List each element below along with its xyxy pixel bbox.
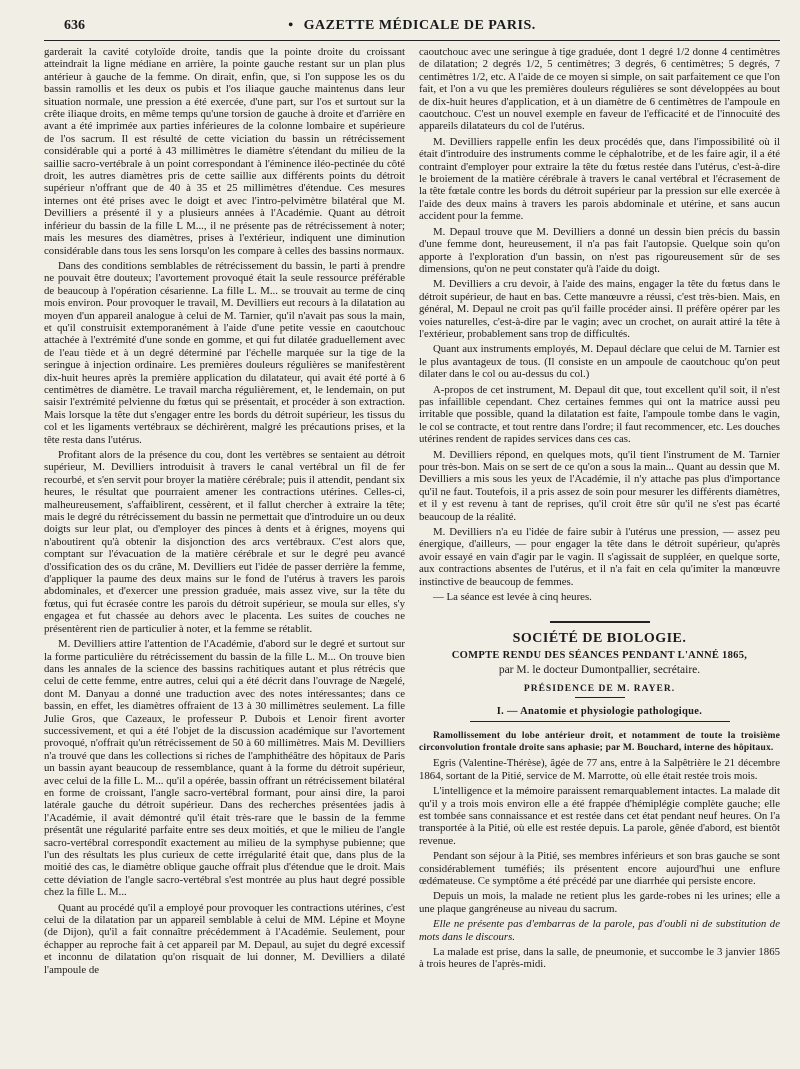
case-paragraph: Pendant son séjour à la Pitié, ses membres inférieurs et son bras gauche se sont considérablement tuméfiés; ils présentent encore aujourd'hui une enflure œdémateuse. Ce symptôme a été précédé par une diarrhée qui persiste encore.	[419, 850, 780, 887]
page-number: 636	[64, 18, 85, 33]
running-title	[44, 18, 780, 34]
presidence-line: PRÉSIDENCE DE M. RAYER.	[523, 683, 676, 694]
running-title-text: GAZETTE MÉDICALE DE PARIS.	[303, 18, 536, 33]
case-paragraph: La malade est prise, dans la salle, de pneumonie, et succombe le 3 janvier 1865 à trois heures de l'après-midi.	[419, 946, 780, 971]
text-columns	[44, 46, 780, 1061]
section-heading-rule	[470, 721, 730, 722]
right-paragraph: Quant aux instruments employés, M. Depaul déclare que celui de M. Tarnier est le plus avantageux de tous. (Il consiste en un ampoule de caoutchouc qu'on peut dilater dans le col ou au-dessus du col.)	[419, 343, 780, 381]
case-paragraph: Egris (Valentine-Thérèse), âgée de 77 ans, entre à la Salpêtrière le 21 décembre 1864, sortant de la Pitié, service de M. Marrotte, où elle était restée trois mois.	[419, 757, 780, 782]
right-column	[419, 46, 780, 1061]
left-paragraph: Dans des conditions semblables de rétrécissement du bassin, le parti à prendre ne pouvait être douteux; l'avortement provoqué était la seule ressource préférable de beaucoup à l'opération césarienne. La fille L. M... se trouvait au terme de cinq mois environ. Pour provoquer le travail, M. Devilliers eut recours à la dilatation au moyen d'un appareil analogue à celui de M. Tarnier, qu'il n'avait pas sous la main, et qu'il construisit extemporanément à l'aide d'une petite vessie en caoutchouc attachée à l'extrémité d'une sonde en gomme, et qui fut dilatée graduellement avec de l'eau tiède et à un degré déterminé par l'échelle marquée sur la tige de la seringue à injection ordinaire. Les premières douleurs régulières se manifestèrent dix-huit heures après la première application du dilatateur, qui avait été porté à 6 centimètres de diamètre. Le travail marcha régulièrement, et, le lendemain, on put saisir l'extrémité pelvienne du fœtus qui se présentait, et procéder à son extraction. Mais lorsque la tête dut s'engager entre les bords du détroit supérieur, les tissus du col et les ligaments vertébraux se déchirèrent, malgré les précautions prises, et la tête resta dans l'utérus.	[44, 259, 405, 446]
right-paragraph: M. Devilliers a cru devoir, à l'aide des mains, engager la tête du fœtus dans le détroit supérieur, de haut en bas. Cette manœuvre a réussi, c'est très-bien. Mais, en général, M. Depaul ne croit pas qu'il faille procéder ainsi. Il préfère opérer par les voies naturelles, c'est-à-dire par le vagin; avec un crochet, on aurait attiré la tête à l'extérieur, probablement sans trop de difficultés.	[419, 278, 780, 340]
right-paragraph: A-propos de cet instrument, M. Depaul dit que, tout excellent qu'il soit, il n'est pas infaillible cependant. Chez certaines femmes qui ont la matrice aussi peu irritable que possible, quand la dilatation est faite, l'ampoule tombe dans le vagin, le col se contracte, et tout rentre dans l'ordre; il faut recommencer, etc. Les douches utérines rendent de rapides services dans ces cas.	[419, 383, 780, 446]
right-paragraph: M. Devilliers répond, en quelques mots, qu'il tient l'instrument de M. Tarnier pour très-bon. Mais on se sert de ce qu'on a sous la main... Quant au dessin que M. Devilliers a mis sous les yeux de l'Académie, il n'y attache pas plus d'importance qu'il ne faut. Toutefois, il a pris assez de soin pour mesurer les différents diamètres, et il y est revenu à tant de reprises, qu'il croit être sûr qu'il ne s'est pas écarté beaucoup de la réalité.	[419, 448, 780, 523]
article-subject: Ramollissement du lobe antérieur droit, et notamment de toute la troisième circonvolution frontale droite sans aphasie; par M. Bouchard, interne des hôpitaux.	[419, 730, 780, 753]
right-paragraph: caoutchouc avec une seringue à tige graduée, dont 1 degré 1/2 donne 4 centimètres de dilatation; 2 degrés 1/2, 5 centimètres; 3 degrés, 6 centimètres; 5 degrés, 7 centimètres 1/2, etc. A l'aide de ce moyen si simple, on sait parfaitement ce que l'on fait, et l'on a vu que les premières douleurs régulières se sont développées au bout de dix-huit heures d'application, et à un diamètre de 6 centimètres de l'ampoule en caoutchouc. C'est un nouvel exemple en faveur de l'efficacité et de l'innocuité des appareils dilatateurs du col de l'utérus.	[419, 46, 780, 133]
session-closing: — La séance est levée à cinq heures.	[433, 591, 592, 604]
left-paragraph: M. Devilliers attire l'attention de l'Académie, d'abord sur le degré et surtout sur la forme particulière du rétrécissement du bassin de la fille L. M... On trouve bien dans les annales de la science des bassins rachitiques autant et plus rétrécis que celui de cette femme, entre autres, celui qui a été décrit dans l'ouvrage de Nægelé, dont M. Danyau a donné une traduction avec des notes intéressantes; dans ce bassin, en effet, les diamètres offraient de 13 à 30 millimètres seulement. La fille Julie Gros, que Cazeaux, le professeur P. Dubois et Lenoir firent avorter successivement, et qui a été l'objet de la discussion académique sur l'avortement provoqué, n'offrait qu'un rétrécissement de 50 à 60 millimètres. Mais M. Devilliers n'a trouvé que dans les collections si riches de l'amphithéâtre des hôpitaux de Paris un bassin ayant beaucoup de ressemblance, quant à la forme du détroit supérieur, avec celui de la fille L. M... qu'il a opérée, bassin offrant un rétrécissement bilatéral en forme de croissant, l'angle sacro-vertébral formant, pour ainsi dire, la paroi latérale gauche du détroit supérieur. Dans des recherches présentées jadis à l'Académie, il avait démontré qu'il était très-rare que le bassin de la femme présentât une régularité parfaite entre ses deux moitiés, et que le milieu de l'angle sacro-vertébral correspondît exactement au milieu de la symphyse pubienne; que l'un des résultats les plus curieux de cette irrégularité était que, dans plus de la moitié des cas, le diamètre oblique gauche offrait plus d'étendue que le droit. Mais cette déviation de l'angle sacro-vertébral s'est montrée au plus haut degré possible chez la fille L. M...	[44, 638, 405, 899]
case-paragraph: Elle ne présente pas d'embarras de la parole, pas d'oubli ni de substitution de mots dans le discours.	[419, 918, 780, 943]
society-secretary: par M. le docteur Dumontpallier, secrétaire.	[498, 664, 701, 677]
right-paragraph: M. Depaul trouve que M. Devilliers a donné un dessin bien précis du bassin d'une femme dont, heureusement, il n'a pas fait l'autopsie. Quelque soin qu'on apporte à l'exploration d'un bassin, on n'est pas rigoureusement sûr de ses dimensions, qu'on ne peut constater qu'à l'aide du doigt.	[419, 225, 780, 275]
right-paragraph: M. Devilliers n'a eu l'idée de faire subir à l'utérus une pression, — assez peu énergique, d'ailleurs, — pour engager la tête dans le détroit supérieur, qu'après avoir essayé en vain d'agir par le vagin. Il s'agissait de suppléer, en quelque sorte, aux contractions absentes de l'utérus, et il n'a fait en cela qu'imiter la manœuvre instinctive de beaucoup de femmes.	[419, 526, 780, 588]
section-heading: I. — Anatomie et physiologie pathologique.	[496, 706, 703, 718]
left-paragraph: garderait la cavité cotyloïde droite, tandis que la pointe droite du croissant atteindrait la ligne médiane en arrière, la pointe gauche restant sur un plan plus antérieur à gauche de la femme. On dirait, enfin, que, si l'on suppose les os du bassin ramollis et les deux os pubis et l'os iliaque gauche maintenus dans leur situation normale, une pression a été exercée, d'une part, sur l'os et surtout sur la crête iliaque droits, en même temps qu'une torsion de gauche à droite et d'arrière en avant a été imprimée aux parties inférieures de la colonne lombaire et supérieure de l'os sacrum. Il est résulté de cette viciation du bassin un rétrécissement considérable qui a porté à 43 millimètres le diamètre s'étendant du milieu de la saillie sacro-vertébrale à un point correspondant à l'éminence iléo-pectinée du côté droit, les autres diamètres pris de cette saillie aux différents points du détroit supérieur n'offrant que de 40 à 35 et 25 millimètres d'étendue. Ces mesures internes ont été prises avec le doigt et avec l'intro-pelvimètre bilatéral que M. Devilliers a présenté il y a plusieurs années à l'Académie. Quant au détroit inférieur du bassin de la fille L M..., il ne présente pas de rétrécissement à noter; mais les mesures des diamètres, prises à l'extérieur, indiquent une diminution considérable dans tous les sens lorsqu'on les compare à celles des bassins normaux.	[44, 46, 405, 257]
left-paragraph: Profitant alors de la présence du cou, dont les vertèbres se sentaient au détroit supérieur, M. Devilliers introduisit à travers le canal vertébral un fil de fer recourbé, et s'en servit pour broyer la matière cérébrale; puis il attendit, pendant six heures, le résultat que pourraient amener les contractions utérines. Celles-ci, malheureusement, s'affaiblirent, cessèrent, et il fallut chercher à extraire la tête; mais le degré du rétrécissement du bassin ne permettait que d'introduire un ou deux doigts sur leur plat, ou d'employer des pinces à dents et à érignes, moyens qui n'aboutirent qu'à obtenir la disjonction des arcs vertébraux. C'est alors que, comptant sur l'évacuation de la matière cérébrale et sur le degré peu avancé d'ossification des os du crâne, M. Devilliers eut l'idée de passer derrière la femme, d'appliquer la paume des deux mains sur le fond de l'utérus à travers les parois abdominales, et d'exercer une pression graduée, mais assez vive, sur la tête du fœtus, qui fut écrasée contre les parois du détroit supérieur, se moula sur elles, s'y engagea et fut chassée au dehors avec le placenta. Les suites de couches ne présentèrent rien de particulier à noter, et la femme se rétablit.	[44, 449, 405, 635]
short-divider	[575, 697, 625, 698]
section-divider	[550, 621, 650, 623]
society-title: SOCIÉTÉ DE BIOLOGIE.	[512, 631, 687, 647]
left-paragraph: Quant au procédé qu'il a employé pour provoquer les contractions utérines, c'est celui de la dilatation par un appareil semblable à celui de MM. Lépine et Moyne (de Dijon), qu'il a fait connaître précédemment à l'Académie. Seulement, pour échapper au reproche fait à cet appareil par M. Depaul, au sujet du degré excessif et inconnu de dilatation qu'on risquait de lui donner, M. Devilliers a dilaté l'ampoule de	[44, 901, 405, 976]
left-column	[44, 46, 405, 1061]
society-subtitle: COMPTE RENDU DES SÉANCES PENDANT L'ANNÉ 1865,	[451, 649, 748, 661]
page-header	[44, 14, 780, 41]
right-paragraph: M. Devilliers rappelle enfin les deux procédés que, dans l'impossibilité où il était d'introduire des instruments comme le céphalotribe, et de les faire agir, il a été contraint d'employer pour extraire la tête du fœtus restée dans l'utérus, c'est-à-dire le broiement de la matière cérébrale à travers le canal vertébral et l'écrasement de la tête fœtale contre les bords du détroit supérieur par la pression sur elle exercée à l'aide des deux mains à travers les parois abdominale et utérine, et sans aucun accident pour la femme.	[419, 135, 780, 223]
header-dot: •	[288, 18, 294, 33]
case-paragraph: Depuis un mois, la malade ne retient plus les garde-robes ni les urines; elle a une plaque gangréneuse au niveau du sacrum.	[419, 890, 780, 915]
case-paragraph: L'intelligence et la mémoire paraissent remarquablement intactes. La malade dit qu'il y a trois mois environ elle a été frappée d'hémiplégie complète gauche; elle est tombée sans connaissance et est restée dans cet état pendant neuf heures. On l'a transportée à la Pitié, où elle est restée depuis. La parole, gênée d'abord, est bientôt revenue.	[419, 785, 780, 847]
